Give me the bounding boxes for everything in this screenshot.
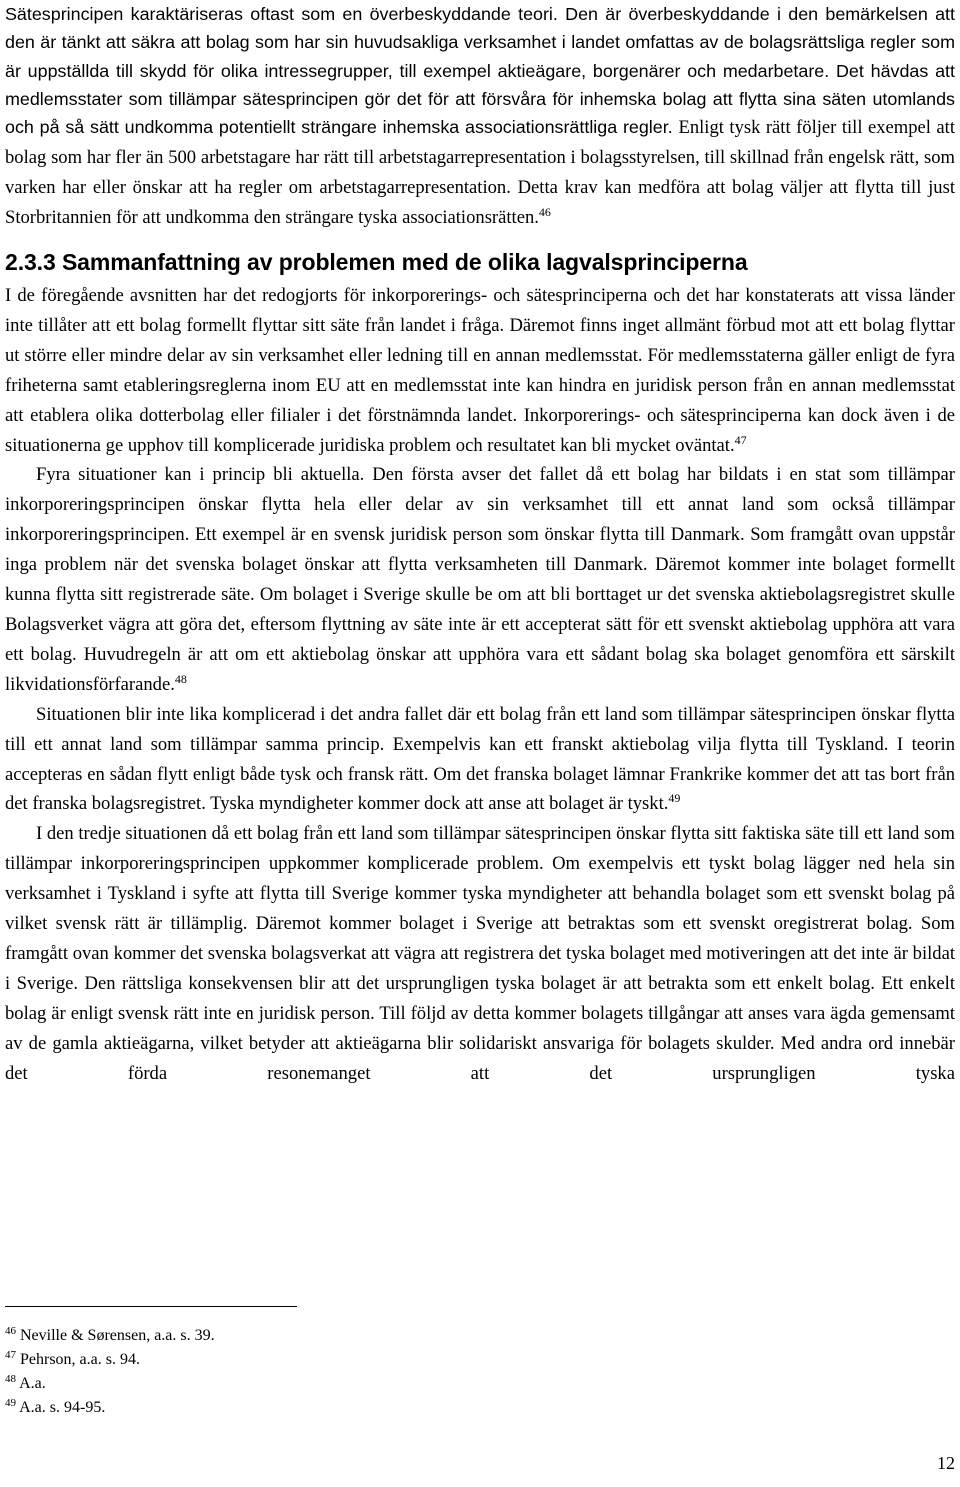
footnote-ref: 46	[538, 205, 551, 220]
paragraph-text: I de föregående avsnitten har det redogjorts för inkorporerings- och sätesprinciperna och det har konstaterats att vissa länder inte tillåter att ett bolag formellt flyttar sitt säte från landet i fråga. Däremot finns inget allmänt förbud mot att ett bolag flyttar ut större eller mindre delar av sin verksamhet eller ledning till en annan medlemsstat. För medlemsstaterna gäller enligt de fyra friheterna samt etableringsreglerna inom EU att en medlemsstat inte kan hindra en juridisk person från en annan medlemsstat att etablera olika dotterbolag eller filialer i det förstnämnda landet. Inkorporerings- och sätesprinciperna kan dock även i de situationerna ge upphov till komplicerade juridiska problem och resultatet kan bli mycket oväntat.	[5, 285, 955, 456]
footnote	[5, 1372, 215, 1396]
footnote-text: Pehrson, a.a. s. 94.	[20, 1351, 140, 1368]
footnotes	[5, 1324, 215, 1420]
footnote-number: 49	[5, 1397, 16, 1409]
footnote-number: 47	[5, 1349, 16, 1361]
body-paragraph-1	[5, 0, 955, 233]
body-paragraph-5	[5, 819, 955, 1088]
page-number: 12	[937, 1453, 955, 1473]
footnote-text: A.a.	[19, 1375, 46, 1392]
paragraph-text: Situationen blir inte lika komplicerad i det andra fallet där ett bolag från ett land som tillämpar sätesprincipen önskar flytta till ett annat land som tillämpar samma princip. Exempelvis kan ett franskt aktiebolag vilja flytta till Tyskland. I teorin accepteras en sådan flytt enligt både tysk och fransk rätt. Om det franska bolaget lämnar Frankrike kommer det att tas bort från det franska bolagsregistret. Tyska myndigheter kommer dock att anse att bolaget är tyskt.	[5, 703, 955, 815]
footnote	[5, 1396, 215, 1420]
body-paragraph-4	[5, 700, 955, 820]
footnote-number: 48	[5, 1373, 16, 1385]
document-page	[5, 0, 955, 1088]
paragraph-text: Enligt tysk rätt följer till exempel att bolag som har fler än 500 arbetstagare har rätt till arbetstagarrepresentation i bolagsstyrelsen, till skillnad från engelsk rätt, som varken har eller önskar att ha regler om arbetstagarrepresentation. Detta krav kan medföra att bolag väljer att flytta till just Storbritannien för att undkomma den strängare tyska associationsrätten.	[5, 117, 955, 229]
section-heading: 2.3.3 Sammanfattning av problemen med de olika lagvalsprinciperna	[5, 249, 748, 275]
paragraph-text: Sätesprincipen karaktäriseras oftast som en överbeskyddande teori. Den är överbeskyddande i den bemärkelsen att den är tänkt att säkra att bolag som har sin huvudsakliga verksamhet i landet omfattas av de bolagsrättsliga regler som är uppställda till skydd för olika intressegrupper, till exempel aktieägare, borgenärer och medarbetare. Det hävdas att medlemsstater som tillämpar sätesprincipen gör det för att försvåra för inhemska bolag att flytta sina säten utomlands och på så sätt undkomma potentiellt strängare inhemska associationsrättliga regler.	[5, 4, 955, 138]
footnote-ref: 48	[174, 671, 187, 686]
footnote-text: Neville & Sørensen, a.a. s. 39.	[20, 1327, 215, 1344]
footnote	[5, 1348, 215, 1372]
footnote-ref: 49	[668, 791, 681, 806]
footnote-number: 46	[5, 1325, 16, 1337]
body-paragraph-3	[5, 460, 955, 699]
body-paragraph-2	[5, 281, 955, 460]
footnote-ref: 47	[734, 432, 747, 447]
footnote-divider	[5, 1306, 297, 1307]
paragraph-text: Fyra situationer kan i princip bli aktuella. Den första avser det fallet då ett bolag har bildats i en stat som tillämpar inkorporeringsprincipen önskar flytta hela eller delar av sin verksamhet till ett annat land som också tillämpar inkorporeringsprincipen. Ett exempel är en svensk juridisk person som önskar flytta till Danmark. Som framgått ovan uppstår inga problem när det svenska bolaget önskar att flytta verksamheten till Danmark. Däremot kommer inte bolaget formellt kunna flytta sitt registrerade säte. Om bolaget i Sverige skulle be om att bli borttaget ur det svenska aktiebolagsregistret skulle Bolagsverket vägra att göra det, eftersom flyttning av säte inte är ett accepterat sätt för ett svenskt aktiebolag upphöra att vara ett bolag. Huvudregeln är att om ett aktiebolag önskar att upphöra vara ett sådant bolag ska bolaget genomföra ett särskilt likvidationsförfarande.	[5, 464, 955, 695]
footnote	[5, 1324, 215, 1348]
paragraph-text: I den tredje situationen då ett bolag från ett land som tillämpar sätesprincipen önskar flytta sitt faktiska säte till ett land som tillämpar inkorporeringsprincipen uppkommer komplicerade problem. Om exempelvis ett tyskt bolag lägger ned hela sin verksamhet i Tyskland i syfte att flytta till Sverige kommer tyska myndigheter att behandla bolaget som ett svenskt bolag på vilket svensk rätt är tillämplig. Däremot kommer bolaget i Sverige att betraktas som ett svenskt oregistrerat bolag. Som framgått ovan kommer det svenska bolagsverkat att vägra att registrera det tyska bolaget med motiveringen att det inte är bildat i Sverige. Den rättsliga konsekvensen blir att det ursprungligen tyska bolaget är att betrakta som ett enkelt bolag. Ett enkelt bolag är enligt svensk rätt inte en juridisk person. Till följd av detta kommer bolagets tillgångar att anses vara ägda gemensamt av de gamla aktieägarna, vilket betyder att aktieägarna blir solidariskt ansvariga för bolagets skulder. Med andra ord innebär det förda resonemanget att det ursprungligen tyska	[5, 823, 955, 1084]
footnote-text: A.a. s. 94-95.	[19, 1399, 106, 1416]
